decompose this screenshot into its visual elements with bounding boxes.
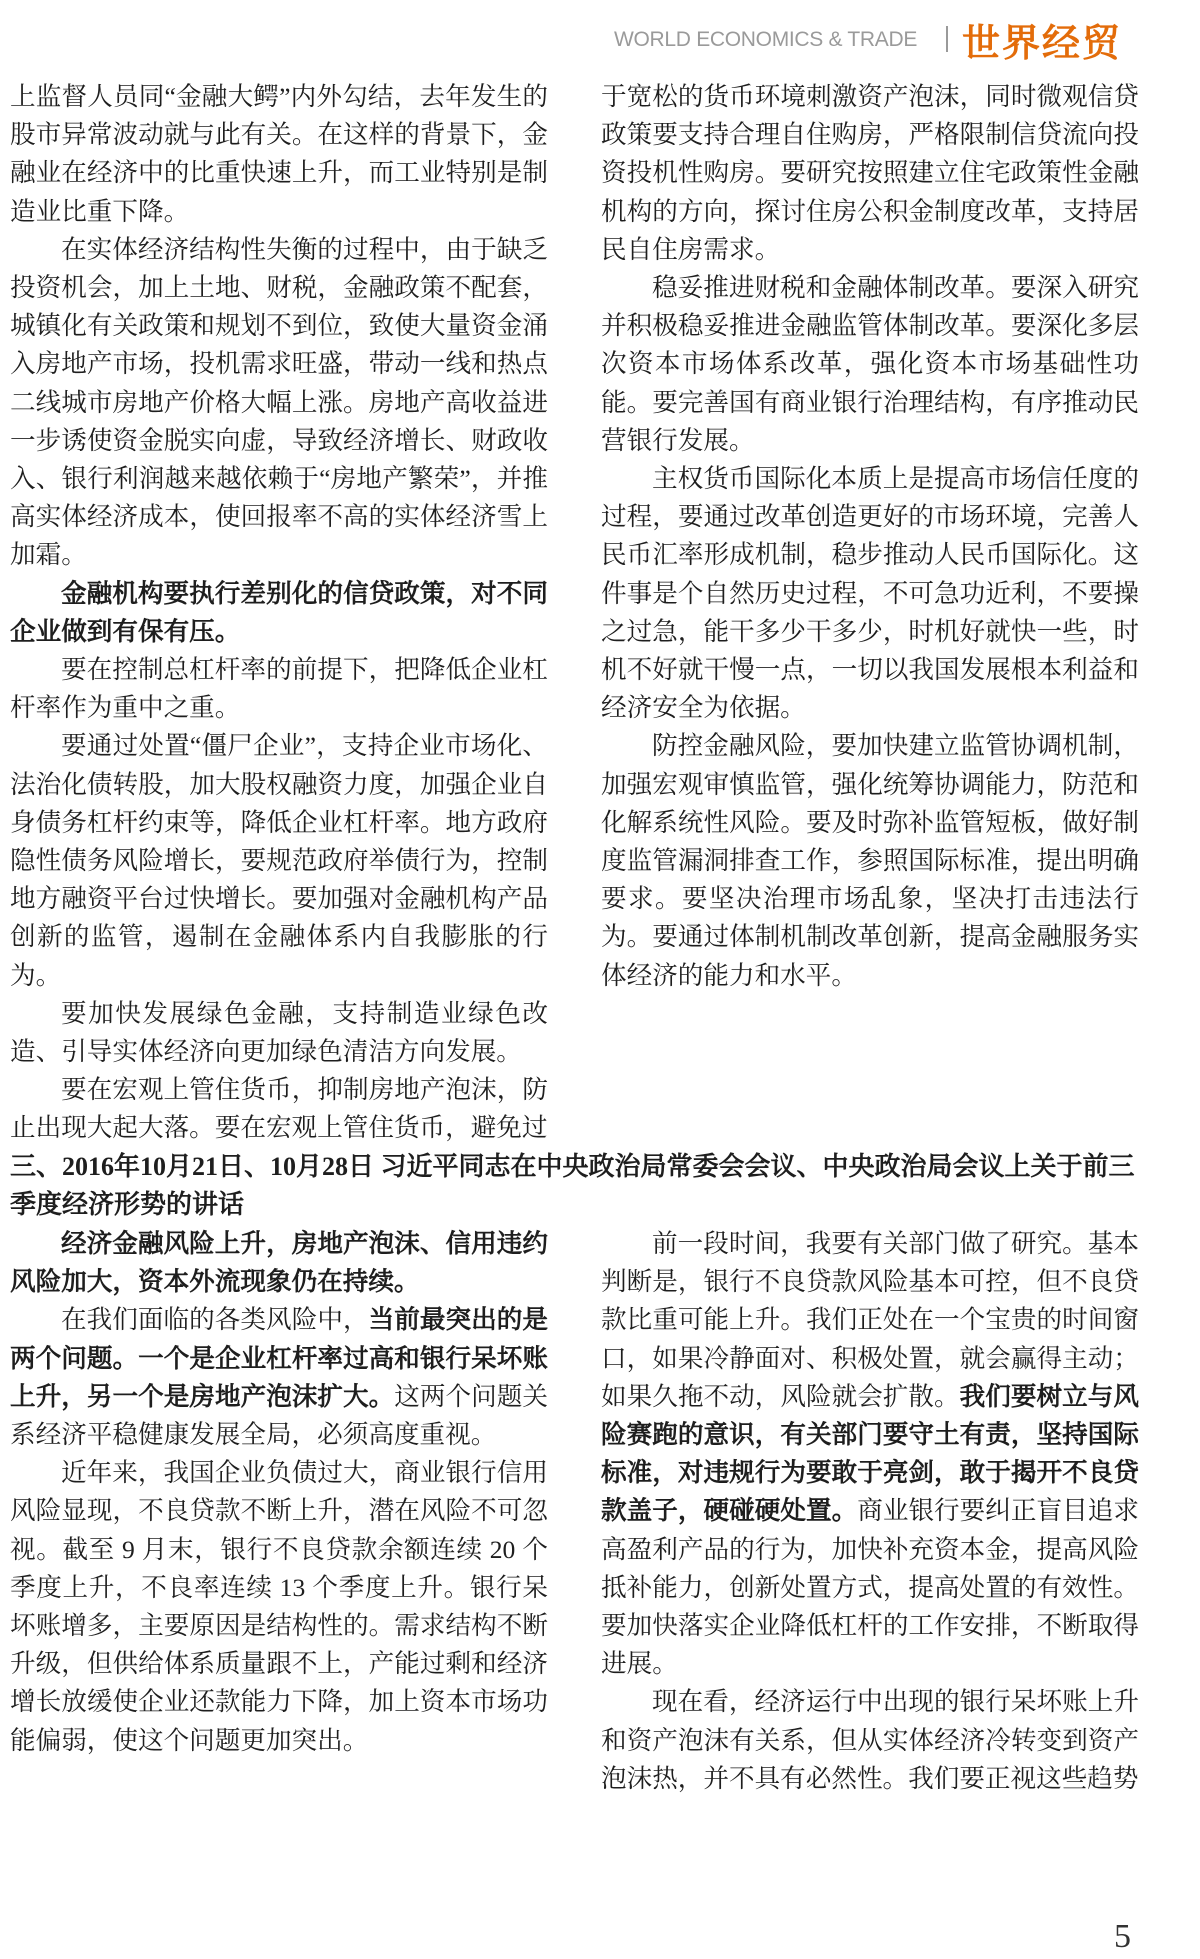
header-divider	[946, 26, 948, 52]
paragraph	[10, 727, 548, 994]
top-right-column	[601, 78, 1139, 995]
paragraph	[601, 460, 1139, 727]
paragraph	[10, 995, 548, 1071]
paragraph	[10, 1454, 548, 1760]
paragraph	[10, 1071, 548, 1147]
text-run: 上监督人员同“金融大鳄”内外勾结，去年发生的股市异常波动就与此有关。在这样的背景下，金融业在经济中的比重快速上升，而工业特别是制造业比重下降。	[10, 82, 548, 226]
text-run: 近年来，我国企业负债过大，商业银行信用风险显现，不良贷款不断上升，潜在风险不可忽视。截至 9 月末，银行不良贷款余额连续 20 个季度上升，不良率连续 13 个季度上升。银行呆坏账增多，主要原因是结构性的。需求结构不断升级，但供给体系质量跟不上，产能过剩和经济增长放缓使企业还款能力下降，加上资本市场功能偏弱，使这个问题更加突出。	[10, 1458, 548, 1755]
paragraph	[10, 231, 548, 575]
text-run: 在我们面临的各类风险中，	[61, 1305, 369, 1335]
paragraph	[601, 1225, 1139, 1683]
text-run: 稳妥推进财税和金融体制改革。要深入研究并积极稳妥推进金融监管体制改革。要深化多层次资本市场体系改革，强化资本市场基础性功能。要完善国有商业银行治理结构，有序推动民营银行发展。	[601, 273, 1139, 455]
text-run: 在实体经济结构性失衡的过程中，由于缺乏投资机会，加上土地、财税，金融政策不配套，城镇化有关政策和规划不到位，致使大量资金涌入房地产市场，投机需求旺盛，带动一线和热点二线城市房地产价格大幅上涨。房地产高收益进一步诱使资金脱实向虚，导致经济增长、财政收入、银行利润越来越依赖于“房地产繁荣”，并推高实体经济成本，使回报率不高的实体经济雪上加霜。	[10, 234, 548, 570]
paragraph	[601, 727, 1139, 994]
text-run: 要通过处置“僵尸企业”，支持企业市场化、法治化债转股，加大股权融资力度，加强企业自身债务杠杆约束等，降低企业杠杆率。地方政府隐性债务风险增长，要规范政府举债行为，控制地方融资平台过快增长。要加强对金融机构产品创新的监管，遏制在金融体系内自我膨胀的行为。	[10, 731, 548, 990]
text-run: 主权货币国际化本质上是提高市场信任度的过程，要通过改革创造更好的市场环境，完善人民币汇率形成机制，稳步推动人民币国际化。这件事是个自然历史过程，不可急功近利，不要操之过急，能干多少干多少，时机好就快一些，时机不好就干慢一点，一切以我国发展根本利益和经济安全为依据。	[601, 464, 1139, 723]
journal-chinese-name: 世界经贸	[962, 21, 1123, 65]
paragraph	[10, 1225, 548, 1301]
paragraph	[10, 1301, 548, 1454]
paragraph	[601, 78, 1139, 269]
bold-text-run: 经济金融风险上升，房地产泡沫、信用违约风险加大，资本外流现象仍在持续。	[10, 1229, 548, 1297]
journal-english-name: WORLD ECONOMICS & TRADE	[614, 28, 918, 51]
bold-text-run: 当前最突出的是两个问题。一个是企业杠杆率过高和银行呆坏账上升，另一个是房地产泡沫扩大。	[10, 1305, 548, 1411]
text-run: 要在控制总杠杆率的前提下，把降低企业杠杆率作为重中之重。	[10, 655, 548, 723]
paragraph	[601, 1683, 1139, 1798]
text-run: 要在宏观上管住货币，抑制房地产泡沫，防止出现大起大落。要在宏观上管住货币，避免过	[10, 1075, 548, 1143]
text-run: 于宽松的货币环境刺激资产泡沫，同时微观信贷政策要支持合理自住购房，严格限制信贷流向投资投机性购房。要研究按照建立住宅政策性金融机构的方向，探讨住房公积金制度改革，支持居民自住房需求。	[601, 82, 1139, 264]
text-run: 要加快发展绿色金融，支持制造业绿色改造、引导实体经济向更加绿色清洁方向发展。	[10, 998, 548, 1067]
section-heading: 三、2016年10月21日、10月28日 习近平同志在中央政治局常委会会议、中央政治局会议上关于前三季度经济形势的讲话	[10, 1152, 1135, 1219]
bottom-right-column	[601, 1225, 1139, 1798]
paragraph	[10, 651, 548, 727]
bold-text-run: 我们要树立与风险赛跑的意识，有关部门要守土有责，坚持国际标准，对违规行为要敢于亮剑，敢于揭开不良贷款盖子，硬碰硬处置。	[601, 1381, 1139, 1526]
paragraph	[10, 78, 548, 231]
text-run: 现在看，经济运行中出现的银行呆坏账上升和资产泡沫有关系，但从实体经济冷转变到资产泡沫热，并不具有必然性。我们要正视这些趋势	[601, 1687, 1139, 1793]
paragraph	[10, 575, 548, 651]
top-left-column	[10, 78, 548, 1148]
bottom-left-column	[10, 1225, 548, 1760]
text-run: 这两个问题关系经济平稳健康发展全局，必须高度重视。	[10, 1381, 548, 1450]
text-run: 前一段时间，我要有关部门做了研究。基本判断是，银行不良贷款风险基本可控，但不良贷款比重可能上升。我们正处在一个宝贵的时间窗口，如果冷静面对、积极处置，就会赢得主动；如果久拖不动，风险就会扩散。	[601, 1229, 1139, 1411]
page-number: 5	[1114, 1918, 1131, 1955]
bold-text-run: 金融机构要执行差别化的信贷政策，对不同企业做到有保有压。	[10, 578, 548, 646]
text-run: 防控金融风险，要加快建立监管协调机制，加强宏观审慎监管，强化统筹协调能力，防范和化解系统性风险。要及时弥补监管短板，做好制度监管漏洞排查工作，参照国际标准，提出明确要求。要坚决治理市场乱象，坚决打击违法行为。要通过体制机制改革创新，提高金融服务实体经济的能力和水平。	[601, 731, 1139, 990]
paragraph	[601, 269, 1139, 460]
text-run: 商业银行要纠正盲目追求高盈利产品的行为，加快补充资本金，提高风险抵补能力，创新处置方式，提高处置的有效性。要加快落实企业降低杠杆的工作安排，不断取得进展。	[601, 1496, 1139, 1679]
